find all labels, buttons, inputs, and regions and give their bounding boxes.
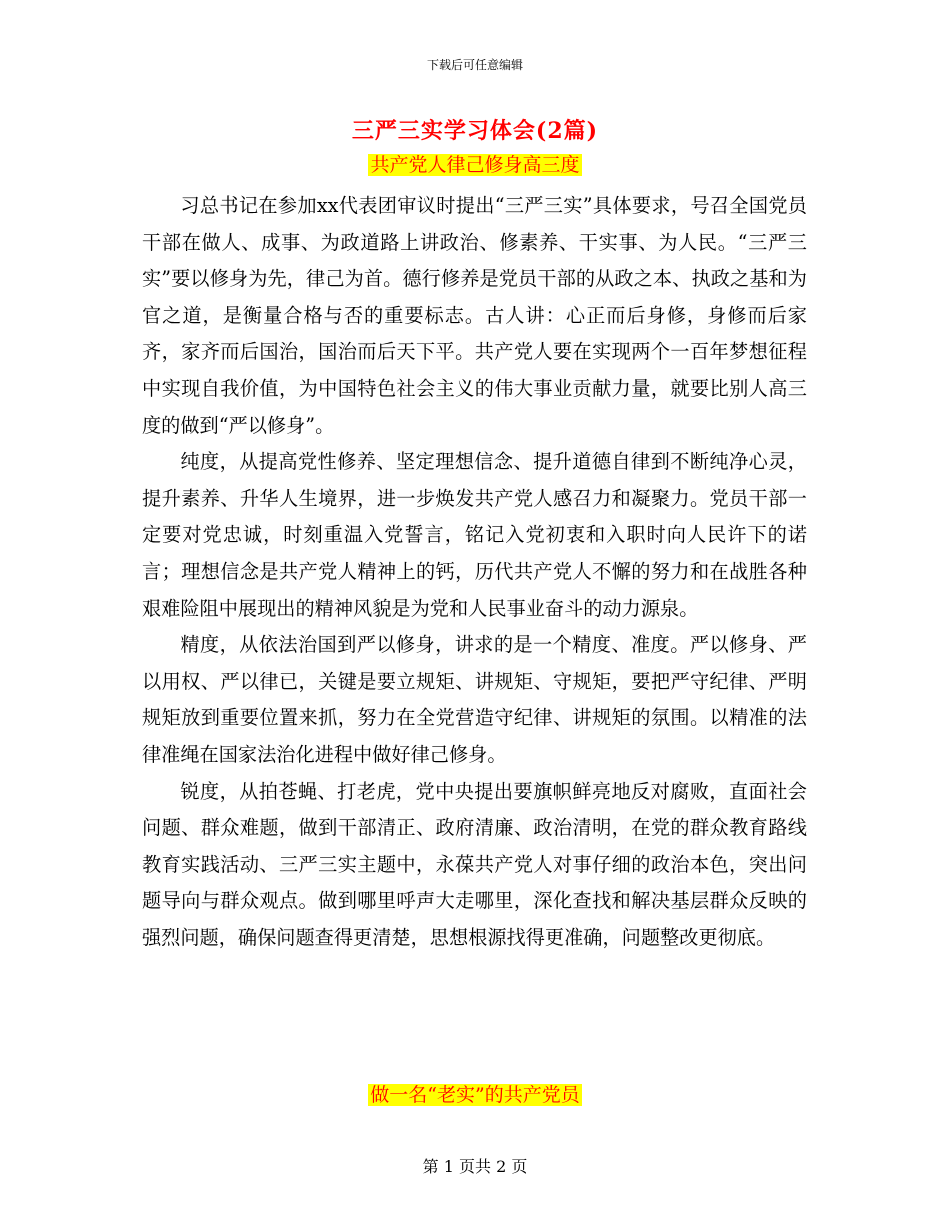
document-title: 三严三实学习体会(2篇) [351,118,599,144]
header-note: 下载后可任意编辑 [426,58,523,72]
paragraph-4: 锐度，从拍苍蝇、打老虎，党中央提出要旗帜鲜亮地反对腐败，直面社会问题、群众难题，做到干部清正、政府清廉、政治清明，在党的群众教育路线教育实践活动、三严三实主题中，永葆共产党人对事仔细的政治本色，突出问题导向与群众观点。做到哪里呼声大走哪里，深化查找和解决基层群众反映的强烈问题，确保问题查得更清楚，思想根源找得更准确，问题整改更彻底。 [142,779,807,949]
section-heading-1-text: 共产党人律己修身高三度 [370,154,580,176]
page-footer: 第 1 页共 2 页 [422,1157,528,1176]
body-text [142,188,807,956]
section-heading-2-text: 做一名“老实”的共产党员 [370,1084,580,1106]
paragraph-3: 精度，从依法治国到严以修身，讲求的是一个精度、准度。严以修身、严以用权、严以律已，关键是要立规矩、讲规矩、守规矩，要把严守纪律、严明规矩放到重要位置来抓，努力在全党营造守纪律、讲规矩的氛围。以精准的法律准绳在国家法治化进程中做好律己修身。 [142,633,807,766]
paragraph-2: 纯度，从提高党性修养、坚定理想信念、提升道德自律到不断纯净心灵，提升素养、升华人生境界，进一步焕发共产党人感召力和凝聚力。党员干部一定要对党忠诚，时刻重温入党誓言，铭记入党初衷和入职时向人民许下的诺言；理想信念是共产党人精神上的钙，历代共产党人不懈的努力和在战胜各种艰难险阻中展现出的精神风貌是为党和人民事业奋斗的动力源泉。 [142,450,807,620]
paragraph-1: 习总书记在参加xx代表团审议时提出“三严三实”具体要求，号召全国党员干部在做人、成事、为政道路上讲政治、修素养、干实事、为人民。“三严三实”要以修身为先，律己为首。德行修养是党员干部的从政之本、执政之基和为官之道，是衡量合格与否的重要标志。古人讲：心正而后身修，身修而后家齐，家齐而后国治，国治而后天下平。共产党人要在实现两个一百年梦想征程中实现自我价值，为中国特色社会主义的伟大事业贡献力量，就要比别人高三度的做到“严以修身”。 [142,194,807,437]
section-heading-1 [0,152,950,178]
section-heading-2 [0,1082,950,1108]
